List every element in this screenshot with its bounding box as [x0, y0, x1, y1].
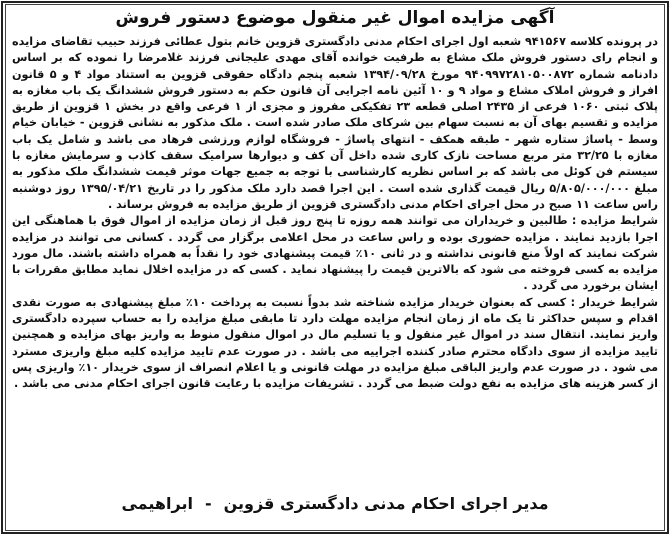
- paragraph-main: در پرونده کلاسه ۹۴۱۵۶۷ شعبه اول اجرای احکام مدنی دادگستری قزوین خانم بتول عطائی فرزند حبیب تقاضای مزایده و انجام رای دستور فروش ملک مشاع به طرفیت خوانده آقای مهدی علیجانی فرزند غلامرضا را نموده که بر اساس دادنامه شماره ۹۴۰۹۹۷۲۸۱۰۵۰۰۸۷۲ مورخ ۱۳۹۴/۰۹/۲۸ شعبه پنجم دادگاه حقوقی قزوین به استناد مواد ۴ و ۵ قانون افراز و فروش املاک مشاع و مواد ۹ و ۱۰ آئین نامه اجرایی آن قانون حکم به دستور فروش ششدانگ یک باب مغازه به پلاک ثبتی ۱۰۶۰ فرعی از ۲۴۳۵ اصلی قطعه ۲۳ تفکیکی مفروز و مجزی از ۱ فرعی واقع در بخش ۱ قزوین از طریق مزایده و تقسیم بهای آن به نسبت سهام بین شرکای ملک صادر شده است . ملک مذکور به نشانی قزوین - خیابان خیام وسط - پاساژ ستاره شهر - طبقه همکف - انتهای پاساژ - فروشگاه لوازم ورزشی فرهاد می باشد و شامل یک باب مغازه با ۳۲/۲۵ متر مربع مساحت نازک کاری شده داخل آن کف و دیوارها سرامیک سقف کاذب و سرمایش مغازه با سیستم فن کوئل می باشد که بر اساس نظریه کارشناسی با توجه به جمیع جهات موثر قیمت ششدانگ ملک مذکور به مبلغ ۵/۸۰۵/۰۰۰/۰۰۰ ریال قیمت گذاری شده است . این اجرا قصد دارد ملک مذکور را در تاریخ ۱۳۹۵/۰۴/۲۱ روز دوشنبه راس ساعت ۱۱ صبح در محل اجرای احکام مدنی دادگستری قزوین از طریق مزایده به فروش برساند .: [12, 35, 659, 211]
- signature-separator: -: [204, 494, 212, 513]
- notice-body: [12, 34, 658, 393]
- paragraph-auction-conditions: شرایط مزایده : طالبین و خریداران می توانند همه روزه تا پنج روز قبل از زمان مزایده از اموال فوق با هماهنگی این اجرا بازدید نمایند . مزایده حضوری بوده و راس ساعت در محل اعلامی برگزار می گردد . کسانی می توانند در مزایده شرکت نمایند که اولاً منع قانونی نداشته و در ثانی ۱۰٪ قیمت پیشنهادی خود را نقداً به همراه داشته باشند. مال مورد مزایده به کسی فروخته می شود که بالاترین قیمت را پیشنهاد نماید . کسی که در مزایده اخلال نماید مطابق مقررات با ایشان برخورد می گردد .: [12, 214, 659, 293]
- signature-line: [0, 494, 670, 513]
- signature-office: مدیر اجرای احکام مدنی دادگستری قزوین: [223, 494, 549, 513]
- paragraph-buyer-conditions: شرایط خریدار : کسی که بعنوان خریدار مزایده شناخته شد بدواً نسبت به پرداخت ۱۰٪ مبلغ پیشنهادی به صورت نقدی اقدام و سپس حداکثر تا یک ماه از زمان انجام مزایده مهلت دارد تا مابقی مبلغ مزایده را به حساب سپرده دادگستری واریز نمایند. انتقال سند در اموال غیر منقول و یا تسلیم مال در اموال منقول منوط به واریز بهای مزایده و همچنین تایید مزایده از سوی دادگاه محترم صادر کننده اجراییه می باشد . در صورت عدم تایید مزایده کلیه مبلغ واریزی مسترد می شود . در صورت عدم واریز الباقی مبلغ مزایده در مهلت قانونی و یا اعلام انصراف از سوی خریدار ۱۰٪ واریزی پس از کسر هزینه های مزایده به نفع دولت ضبط می گردد . تشریفات مزایده با رعایت قانون اجرای احکام مدنی می باشد .: [12, 295, 658, 391]
- signature-name: ابراهیمی: [121, 494, 193, 513]
- notice-title: آگهی مزایده اموال غیر منقول موضوع دستور فروش: [115, 8, 555, 28]
